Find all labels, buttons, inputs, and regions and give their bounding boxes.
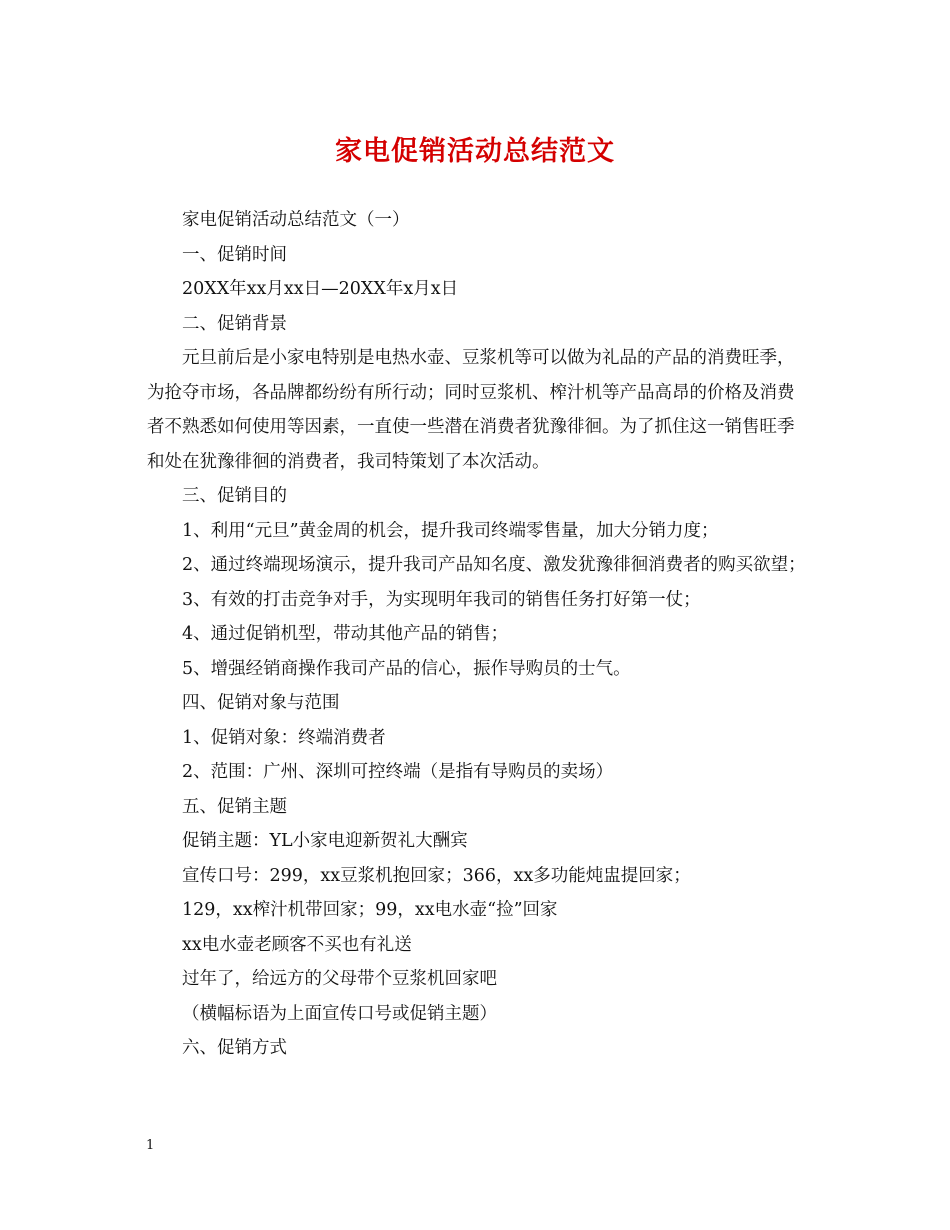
paragraph: 家电促销活动总结范文（一） (182, 210, 410, 230)
paragraph: 过年了，给远方的父母带个豆浆机回家吧 (182, 969, 497, 989)
paragraph: 宣传口号：299，xx豆浆机抱回家；366，xx多功能炖盅提回家； (182, 865, 691, 886)
paragraph: xx电水壶老顾客不买也有礼送 (182, 934, 412, 955)
page-number: 1 (146, 1138, 155, 1153)
paragraph: 129，xx榨汁机带回家；99，xx电水壶“捡”回家 (182, 900, 558, 920)
paragraph: （横幅标语为上面宣传口号或促销主题） (182, 1003, 497, 1024)
paragraph: 4、通过促销机型，带动其他产品的销售； (182, 624, 509, 644)
paragraph: 3、有效的打击竞争对手，为实现明年我司的销售任务打好第一仗； (182, 589, 701, 610)
paragraph: 促销主题：YL小家电迎新贺礼大酬宾 (182, 831, 468, 851)
section-heading: 二、促销背景 (182, 313, 287, 334)
section-heading: 一、促销时间 (182, 244, 287, 265)
paragraph: 1、促销对象：终端消费者 (182, 727, 386, 748)
section-heading: 五、促销主题 (182, 796, 287, 817)
section-heading: 六、促销方式 (182, 1038, 287, 1058)
paragraph: 2、范围：广州、深圳可控终端（是指有导购员的卖场） (182, 762, 614, 782)
paragraph: 元旦前后是小家电特别是电热水壶、豆浆机等可以做为礼品的产品的消费旺季，为抢夺市场，各品牌都纷纷有所行动；同时豆浆机、榨汁机等产品高昂的价格及消费者不熟悉如何使用等因素，一直使一些潜在消费者犹豫徘徊。为了抓住这一销售旺季和处在犹豫徘徊的消费者，我司特策划了本次活动。 (147, 348, 795, 472)
document-body (147, 203, 807, 1066)
paragraph: 20XX年xx月xx日—20XX年x月x日 (182, 279, 459, 299)
paragraph: 5、增强经销商操作我司产品的信心，振作导购员的士气。 (182, 658, 631, 679)
section-heading: 三、促销目的 (182, 486, 287, 506)
section-heading: 四、促销对象与范围 (182, 693, 340, 713)
paragraph: 2、通过终端现场演示，提升我司产品知名度、激发犹豫徘徊消费者的购买欲望； (182, 555, 806, 575)
paragraph: 1、利用“元旦”黄金周的机会，提升我司终端零售量，加大分销力度； (182, 520, 719, 541)
document-title: 家电促销活动总结范文 (335, 136, 615, 167)
